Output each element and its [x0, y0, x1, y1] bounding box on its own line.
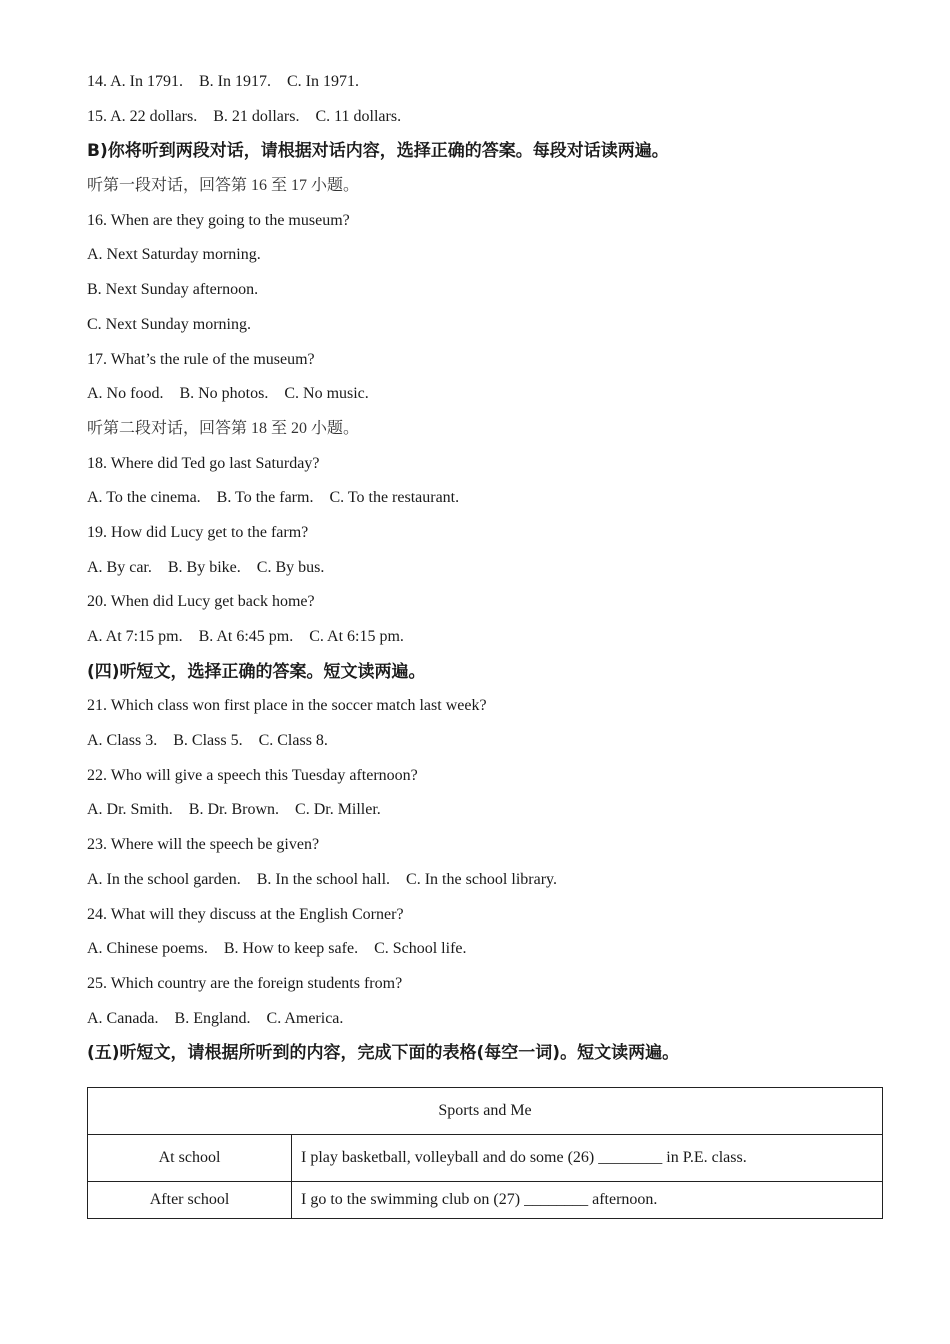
question-line: 21. Which class won first place in the soccer match last week?: [87, 697, 487, 715]
question-line: 24. What will they discuss at the English Corner?: [87, 905, 404, 923]
question-line: 22. Who will give a speech this Tuesday afternoon?: [87, 766, 418, 784]
row-label: After school: [88, 1182, 292, 1219]
question-line: 14. A. In 1791. B. In 1917. C. In 1971.: [87, 73, 359, 90]
question-line: A. At 7:15 pm. B. At 6:45 pm. C. At 6:15 pm.: [87, 628, 404, 645]
question-line: A. In the school garden. B. In the school hall. C. In the school library.: [87, 870, 557, 888]
section-heading: B)你将听到两段对话，请根据对话内容，选择正确的答案。每段对话读两遍。: [87, 141, 669, 162]
question-line: A. To the cinema. B. To the farm. C. To the restaurant.: [87, 489, 460, 507]
question-line: 23. Where will the speech be given?: [87, 836, 320, 854]
question-line: A. By car. B. By bike. C. By bus.: [87, 558, 325, 576]
question-line: A. Chinese poems. B. How to keep safe. C. School life.: [87, 940, 467, 958]
question-line: A. Dr. Smith. B. Dr. Brown. C. Dr. Miller.: [87, 801, 381, 819]
exam-page: [87, 72, 887, 1078]
question-line: 25. Which country are the foreign students from?: [87, 974, 403, 992]
question-line: 17. What’s the rule of the museum?: [87, 350, 315, 368]
section-heading: (五)听短文，请根据所听到的内容，完成下面的表格(每空一词)。短文读两遍。: [87, 1043, 680, 1064]
question-line: B. Next Sunday afternoon.: [87, 281, 259, 299]
row-content: I go to the swimming club on (27) ________ afternoon.: [292, 1182, 883, 1219]
question-line: 15. A. 22 dollars. B. 21 dollars. C. 11 dollars.: [87, 107, 402, 125]
instruction-note: 听第一段对话，回答第 16 至 17 小题。: [87, 177, 360, 195]
question-line: 19. How did Lucy get to the farm?: [87, 523, 309, 541]
instruction-note: 听第二段对话，回答第 18 至 20 小题。: [87, 419, 360, 437]
question-line: A. Canada. B. England. C. America.: [87, 1009, 344, 1027]
question-line: A. Next Saturday morning.: [87, 246, 261, 264]
table-row: [88, 1135, 883, 1182]
question-line: A. No food. B. No photos. C. No music.: [87, 385, 369, 403]
table-title-row: [88, 1088, 883, 1135]
sports-table: [87, 1087, 883, 1219]
row-label: At school: [88, 1135, 292, 1182]
section-heading: (四)听短文，选择正确的答案。短文读两遍。: [87, 661, 426, 682]
question-line: 16. When are they going to the museum?: [87, 211, 350, 229]
question-line: 18. Where did Ted go last Saturday?: [87, 454, 320, 472]
question-line: A. Class 3. B. Class 5. C. Class 8.: [87, 732, 328, 750]
question-line: 20. When did Lucy get back home?: [87, 593, 315, 611]
table-row: [88, 1182, 883, 1219]
row-content: I play basketball, volleyball and do some (26) ________ in P.E. class.: [292, 1135, 883, 1182]
question-line: C. Next Sunday morning.: [87, 315, 251, 333]
table-title: Sports and Me: [88, 1088, 883, 1135]
